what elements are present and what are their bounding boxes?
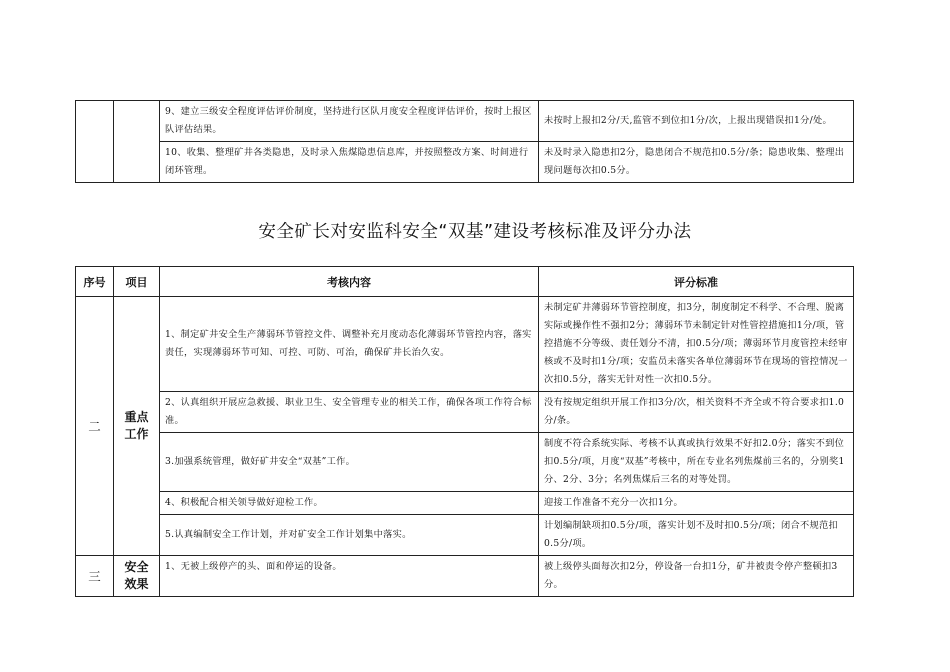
header-standard: 评分标准: [539, 267, 854, 297]
standard-cell: 制度不符合系统实际、考核不认真或执行效果不好扣2.0分；落实不到位扣0.5分/项，月度“双基”考核中，所在专业名列焦煤前三名的，分别奖1分、2分、3分；名列焦煤后三名的对等处罚。: [539, 433, 854, 492]
content-cell: 5.认真编制安全工作计划，并对矿安全工作计划集中落实。: [160, 515, 539, 556]
table-header-row: [76, 267, 854, 297]
standard-cell: 未按时上报扣2分/天,监管不到位扣1分/次，上报出现错误扣1分/处。: [539, 101, 854, 142]
page-title: 安全矿长对安监科安全“双基”建设考核标准及评分办法: [258, 222, 692, 242]
seq-cell: 三: [76, 556, 114, 597]
table-row: [76, 392, 854, 433]
table-row: [76, 515, 854, 556]
header-seq: 序号: [76, 267, 114, 297]
table-row: [76, 101, 854, 142]
content-cell: 3.加强系统管理，做好矿井安全“双基”工作。: [160, 433, 539, 492]
content-cell: 1、制定矿井安全生产薄弱环节管控文件、调整补充月度动态化薄弱环节管控内容，落实责任，实现薄弱环节可知、可控、可防、可治，确保矿井长治久安。: [160, 297, 539, 392]
content-cell: 4、积极配合相关领导做好迎检工作。: [160, 492, 539, 515]
standard-cell: 未及时录入隐患扣2分，隐患闭合不规范扣0.5分/条；隐患收集、整理出现问题每次扣0.5分。: [539, 142, 854, 183]
content-cell: 1、无被上级停产的头、面和停运的设备。: [160, 556, 539, 597]
item-cell: 重点 工作: [114, 297, 160, 556]
standard-cell: 迎接工作准备不充分一次扣1分。: [539, 492, 854, 515]
seq-cell: 二: [76, 297, 114, 556]
header-content: 考核内容: [160, 267, 539, 297]
assessment-table: [75, 266, 854, 597]
seq-cell: [76, 101, 114, 183]
table-row: [76, 492, 854, 515]
item-cell: 安全 效果: [114, 556, 160, 597]
standard-cell: 计划编制缺项扣0.5分/项，落实计划不及时扣0.5分/项；闭合不规范扣0.5分/项。: [539, 515, 854, 556]
item-cell: [114, 101, 160, 183]
header-item: 项目: [114, 267, 160, 297]
standard-cell: 被上级停头面每次扣2分，停设备一台扣1分，矿井被责令停产整顿扣3分。: [539, 556, 854, 597]
content-cell: 9、建立三级安全程度评估评价制度，坚持进行区队月度安全程度评估评价，按时上报区队评估结果。: [160, 101, 539, 142]
table-row: [76, 142, 854, 183]
content-cell: 2、认真组织开展应急救援、职业卫生、安全管理专业的相关工作，确保各项工作符合标准。: [160, 392, 539, 433]
standard-cell: 未制定矿井薄弱环节管控制度，扣3分，制度制定不科学、不合理、脱离实际或操作性不强扣2分；薄弱环节未制定针对性管控措施扣1分/项，管控措施不分等级、责任划分不清，扣0.5分/项；薄弱环节月度管控未经审核或不及时扣1分/项；安监员未落实各单位薄弱环节在现场的管控情况一次扣0.5分，落实无针对性一次扣0.5分。: [539, 297, 854, 392]
content-cell: 10、收集、整理矿井各类隐患，及时录入焦煤隐患信息库，并按照整改方案、时间进行闭环管理。: [160, 142, 539, 183]
table-row: [76, 433, 854, 492]
continued-table: [75, 100, 854, 183]
table-row: [76, 556, 854, 597]
table-row: [76, 297, 854, 392]
standard-cell: 没有按规定组织开展工作扣3分/次，相关资料不齐全或不符合要求扣1.0分/条。: [539, 392, 854, 433]
